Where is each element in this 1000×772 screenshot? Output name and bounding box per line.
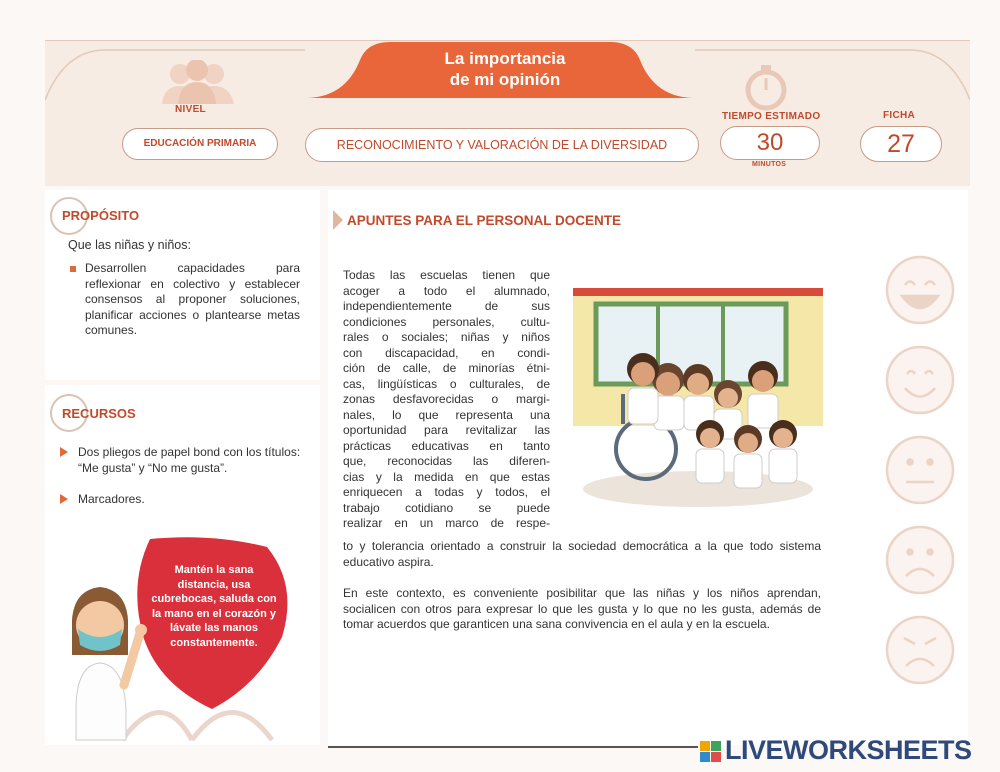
apuntes-line: independientemente de sus (343, 299, 550, 313)
apuntes-line: zonas desfavorecidas o margi- (343, 392, 550, 406)
liveworksheets-logo: LIVEWORKSHEETS (725, 735, 972, 765)
apuntes-line: realizar en un marco de respe- (343, 516, 550, 530)
stopwatch-icon (745, 65, 787, 111)
neutral-face-icon (887, 437, 953, 503)
apuntes-paragraph-2: En este contexto, es conveniente posibilitar que las niñas y los niños aprendan, socialicen con otros para expresar lo que les gusta y lo que no les gusta, además de tomar acuerdos que garanticen una sana convivencia en el aula y en la escuela. (343, 586, 821, 631)
nivel-label: NIVEL (175, 104, 206, 115)
liveworksheets-logo-icon (700, 741, 722, 763)
tiempo-pill: 30 (720, 126, 820, 160)
people-icon (158, 60, 238, 104)
very-happy-face-icon (887, 257, 953, 323)
proposito-item: Desarrollen capacidades para reflexionar en colectivo y establecer consensos al proponer soluciones, planificar acciones o plantearse metas comunes. (85, 261, 300, 337)
angry-face-icon (887, 617, 953, 683)
section-arrow-icon (333, 210, 343, 230)
apuntes-paragraph-1-tail: to y tolerancia orientado a construir la sociedad democrática a la que todo sistema educativo aspira. (343, 539, 821, 569)
happy-face-icon (887, 347, 953, 413)
proposito-title: PROPÓSITO (62, 208, 140, 223)
nivel-pill: EDUCACIÓN PRIMARIA (122, 128, 278, 160)
apuntes-paragraph-1 (343, 268, 550, 532)
apuntes-line: prácticas educativas en tanto (343, 438, 550, 453)
recursos-item-1: Dos pliegos de papel bond con los títulos: “Me gusta” y “No me gusta”. (78, 445, 301, 475)
apuntes-line: cas, lingüísticas o culturales, de (343, 376, 550, 391)
apuntes-line: trabajo cotidiano se puede (343, 500, 550, 515)
apuntes-line: nales, lo que representa una (343, 407, 550, 422)
ficha-pill: 27 (860, 126, 942, 162)
apuntes-line: acoger a todo el alumnado, (343, 283, 550, 298)
apuntes-line: Todas las escuelas tienen que (343, 268, 550, 282)
apuntes-line: oportunidad para revitalizar las (343, 423, 550, 437)
apuntes-line: con discapacidad, en condi- (343, 345, 550, 360)
bullet-square-icon (70, 266, 76, 272)
tema-pill: RECONOCIMIENTO Y VALORACIÓN DE LA DIVERSIDAD (305, 128, 699, 162)
recursos-item-2: Marcadores. (78, 492, 145, 506)
apuntes-line: cias y la medida en que estas (343, 469, 550, 484)
apuntes-line: condiciones personales, cultu- (343, 314, 550, 329)
apuntes-line: que, reconocidas las diferen- (343, 454, 550, 468)
faces-column (880, 250, 960, 710)
recursos-title: RECURSOS (62, 406, 136, 421)
tiempo-unit: MINUTOS (752, 161, 787, 168)
ficha-label: FICHA (883, 110, 916, 121)
arrow-right-icon (60, 447, 68, 457)
sad-face-icon (887, 527, 953, 593)
footer-line (328, 746, 698, 748)
apuntes-title: APUNTES PARA EL PERSONAL DOCENTE (347, 213, 622, 228)
tiempo-label: TIEMPO ESTIMADO (722, 111, 821, 122)
apuntes-line: rales o sociales; niñas y niños (343, 330, 550, 344)
apuntes-line: enriquecen a todas y todos, el (343, 485, 550, 499)
hygiene-bubble-text: Mantén la sana distancia, usa cubrebocas, saluda con la mano en el corazón y lávate las manos constantemente. (151, 564, 277, 649)
proposito-intro: Que las niñas y niños: (68, 238, 191, 252)
apuntes-line: ción de calle, de minorías étni- (343, 361, 550, 375)
children-classroom-illustration (568, 284, 824, 510)
page-title: La importancia de mi opinión (444, 49, 566, 89)
arrow-right-icon (60, 494, 68, 504)
